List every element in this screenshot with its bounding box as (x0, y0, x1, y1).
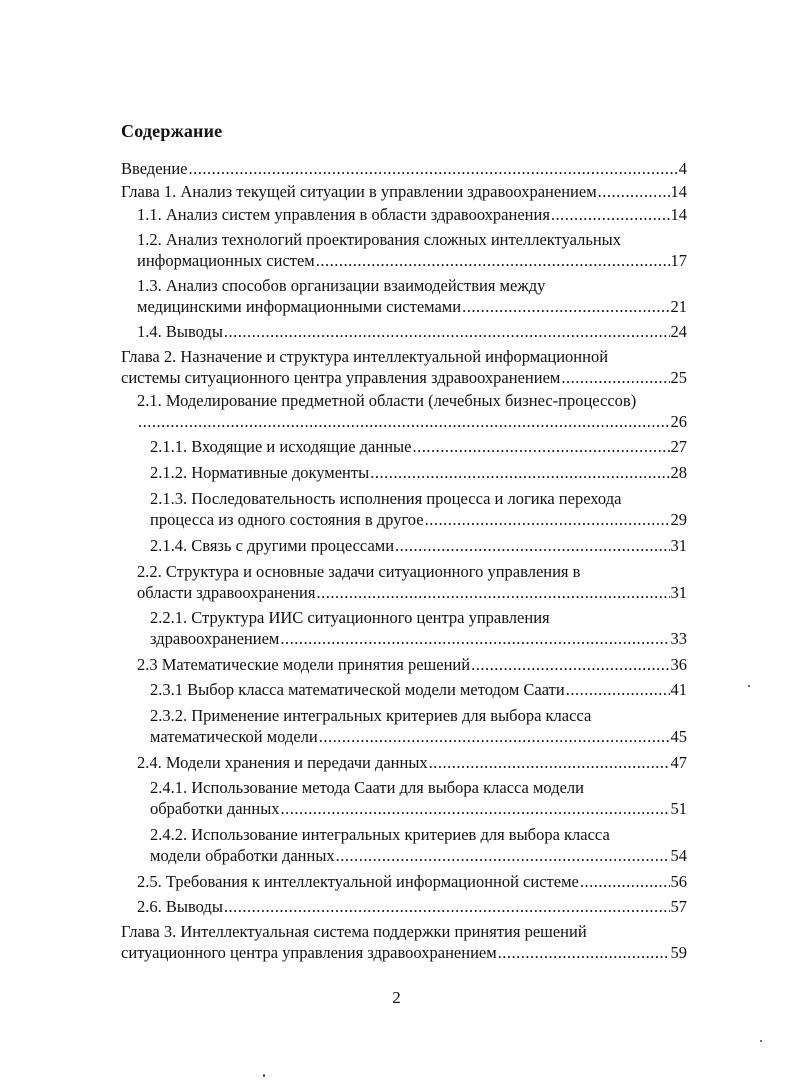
toc-entry-line (137, 896, 687, 917)
toc-entry-line (137, 229, 687, 250)
toc-entry[interactable] (121, 824, 687, 866)
toc-entry-line (137, 296, 687, 317)
toc-entry-text: Глава 3. Интеллектуальная система поддержки принятия решений (121, 922, 587, 941)
toc-entry[interactable] (121, 535, 687, 556)
toc-entry-text: 2.2.1. Структура ИИС ситуационного центра управления (150, 608, 550, 627)
dot-leader (224, 896, 670, 917)
toc-page-number: 25 (670, 368, 687, 387)
toc-entry[interactable] (121, 679, 687, 700)
toc-entry-text: 2.2. Структура и основные задачи ситуационного управления в (137, 562, 581, 581)
toc-entry[interactable] (121, 896, 687, 917)
toc-page-number: 4 (678, 159, 687, 178)
toc-title: Содержание (121, 121, 223, 141)
toc-entry[interactable] (121, 346, 687, 388)
toc-entry-text: математической модели (150, 727, 318, 746)
table-of-contents (121, 158, 687, 965)
toc-entry-line (121, 158, 687, 179)
toc-entry-line (150, 845, 687, 866)
dot-leader (280, 628, 669, 649)
toc-page-number: 14 (670, 182, 687, 201)
scan-speck (748, 685, 750, 687)
dot-leader (580, 871, 670, 892)
toc-entry-text: Глава 1. Анализ текущей ситуации в управлении здравоохранением (121, 182, 597, 201)
toc-page-number: 31 (670, 583, 687, 602)
toc-entry-text: 2.6. Выводы (137, 897, 223, 916)
toc-entry-text: 2.3.1 Выбор класса математической модели методом Саати (150, 680, 565, 699)
toc-page-number: 27 (670, 437, 687, 456)
toc-entry[interactable] (121, 158, 687, 179)
toc-page-number: 29 (670, 510, 687, 529)
toc-page-number: 21 (670, 297, 687, 316)
toc-entry[interactable] (121, 561, 687, 603)
dot-leader (224, 321, 670, 342)
toc-entry[interactable] (121, 752, 687, 773)
toc-entry-line (150, 462, 687, 483)
toc-entry-text: Глава 2. Назначение и структура интеллектуальной информационной (121, 347, 609, 366)
toc-entry-line (137, 321, 687, 342)
dot-leader (498, 942, 670, 963)
toc-entry-line (137, 204, 687, 225)
toc-entry[interactable] (121, 321, 687, 342)
toc-entry-line (137, 250, 687, 271)
toc-entry-text: 2.1. Моделирование предметной области (лечебных бизнес-процессов) (137, 391, 637, 410)
toc-entry[interactable] (121, 607, 687, 649)
toc-entry-text: 2.3 Математические модели принятия решений (137, 655, 471, 674)
toc-entry-text: 1.4. Выводы (137, 322, 223, 341)
toc-page-number: 57 (670, 897, 687, 916)
toc-page-number: 33 (670, 629, 687, 648)
toc-entry-text: медицинскими информационными системами (137, 297, 462, 316)
toc-entry-text: 2.1.3. Последовательность исполнения процесса и логика перехода (150, 489, 622, 508)
toc-entry[interactable] (121, 705, 687, 747)
toc-entry[interactable] (121, 204, 687, 225)
toc-entry-text: 1.2. Анализ технологий проектирования сложных интеллектуальных (137, 230, 622, 249)
toc-entry-line (137, 752, 687, 773)
toc-entry-text: обработки данных (150, 799, 280, 818)
toc-page-number: 36 (670, 655, 687, 674)
toc-entry-line (137, 561, 687, 582)
toc-entry-line (137, 275, 687, 296)
toc-page-number: 26 (670, 412, 687, 431)
toc-page-number: 31 (670, 536, 687, 555)
dot-leader (598, 181, 670, 202)
dot-leader (429, 752, 670, 773)
toc-entry-line (137, 582, 687, 603)
toc-entry-text: информационных систем (137, 251, 315, 270)
toc-entry-line (150, 679, 687, 700)
toc-entry-text: области здравоохранения (137, 583, 316, 602)
toc-entry[interactable] (121, 436, 687, 457)
toc-entry-text: здравоохранением (150, 629, 280, 648)
dot-leader (566, 679, 670, 700)
toc-page-number: 47 (670, 753, 687, 772)
toc-page-number: 14 (670, 205, 687, 224)
toc-entry[interactable] (121, 390, 687, 432)
toc-page-number: 45 (670, 727, 687, 746)
dot-leader (316, 250, 670, 271)
toc-entry-line (121, 367, 687, 388)
toc-entry-line (150, 777, 687, 798)
dot-leader (471, 654, 669, 675)
toc-entry-text: 2.4.1. Использование метода Саати для выбора класса модели (150, 778, 584, 797)
dot-leader (319, 726, 670, 747)
toc-entry-text: 2.1.1. Входящие и исходящие данные (150, 437, 412, 456)
toc-entry[interactable] (121, 462, 687, 483)
toc-entry-text: 2.1.2. Нормативные документы (150, 463, 370, 482)
dot-leader (370, 462, 669, 483)
dot-leader (281, 798, 670, 819)
toc-page-number: 56 (670, 872, 687, 891)
dot-leader (462, 296, 669, 317)
toc-entry-text: процесса из одного состояния в другое (150, 510, 424, 529)
toc-page-number: 17 (670, 251, 687, 270)
toc-entry[interactable] (121, 654, 687, 675)
dot-leader (316, 582, 669, 603)
toc-entry-text: модели обработки данных (150, 846, 335, 865)
toc-entry-line (150, 488, 687, 509)
toc-page-number: 24 (670, 322, 687, 341)
toc-page-number: 41 (670, 680, 687, 699)
toc-entry[interactable] (121, 488, 687, 530)
toc-entry-text: ситуационного центра управления здравоохранением (121, 943, 497, 962)
toc-entry[interactable] (121, 181, 687, 202)
dot-leader (138, 411, 670, 432)
dot-leader (395, 535, 669, 556)
toc-entry-line (121, 942, 687, 963)
toc-entry-line (121, 921, 687, 942)
dot-leader (425, 509, 670, 530)
toc-entry-line (121, 181, 687, 202)
toc-entry-text: 2.4. Модели хранения и передачи данных (137, 753, 428, 772)
dot-leader (189, 158, 678, 179)
toc-entry[interactable] (121, 275, 687, 317)
dot-leader (412, 436, 669, 457)
toc-entry[interactable] (121, 229, 687, 271)
toc-entry-line (137, 654, 687, 675)
toc-entry-text: Введение (121, 159, 188, 178)
toc-entry-text: 2.4.2. Использование интегральных критериев для выбора класса (150, 825, 610, 844)
toc-entry-line (150, 628, 687, 649)
toc-entry-line (137, 390, 687, 411)
toc-entry-line (150, 824, 687, 845)
toc-entry-line (121, 346, 687, 367)
toc-entry[interactable] (121, 777, 687, 819)
toc-entry-text: 2.5. Требования к интеллектуальной информационной системе (137, 872, 579, 891)
toc-page-number: 28 (670, 463, 687, 482)
toc-page-number: 54 (670, 846, 687, 865)
toc-entry-line (150, 798, 687, 819)
toc-entry-line (150, 535, 687, 556)
toc-entry-text: 1.1. Анализ систем управления в области здравоохранения (137, 205, 550, 224)
toc-page-number: 59 (670, 943, 687, 962)
toc-entry-text: 2.1.4. Связь с другими процессами (150, 536, 395, 555)
dot-leader (551, 204, 670, 225)
toc-entry-line (150, 436, 687, 457)
toc-entry-line (150, 726, 687, 747)
toc-entry-text: системы ситуационного центра управления здравоохранением (121, 368, 561, 387)
toc-entry-line (137, 871, 687, 892)
toc-entry-text: 2.3.2. Применение интегральных критериев для выбора класса (150, 706, 592, 725)
toc-entry-text: 1.3. Анализ способов организации взаимодействия между (137, 276, 546, 295)
toc-entry-line (150, 607, 687, 628)
toc-entry[interactable] (121, 921, 687, 963)
toc-entry-line (137, 411, 687, 432)
scan-speck (263, 1074, 265, 1077)
dot-leader (336, 845, 670, 866)
toc-entry-line (150, 705, 687, 726)
toc-page-number: 51 (670, 799, 687, 818)
toc-entry[interactable] (121, 871, 687, 892)
dot-leader (561, 367, 669, 388)
scan-speck (760, 1040, 762, 1042)
page-number: 2 (392, 988, 401, 1007)
toc-entry-line (150, 509, 687, 530)
